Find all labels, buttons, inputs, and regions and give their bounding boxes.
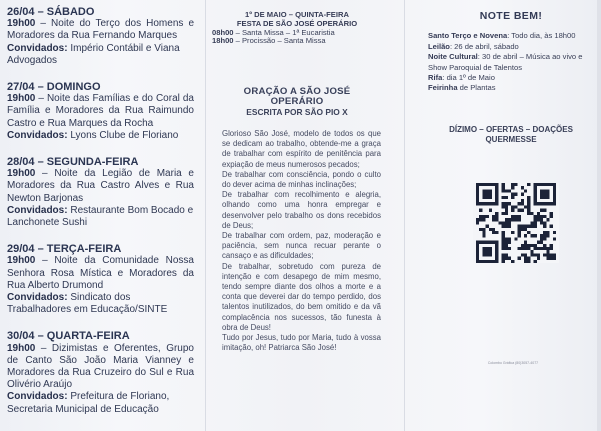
guests-text: Sindicato dos Trabalhadores em Educação/SINTE: [7, 292, 168, 316]
schedule-item: [212, 37, 382, 46]
event-time: 19h00: [7, 342, 36, 354]
prayer-body: [212, 129, 382, 353]
prayer-paragraph: De trabalhar com consciência, pondo o culto do dever acima de minhas inclinações;: [222, 169, 381, 189]
guests-label: Convidados:: [7, 391, 68, 403]
guests-label: Convidados:: [7, 129, 68, 141]
note-label: Leilão: [428, 41, 450, 51]
note-label: Santo Terço e Novena: [428, 31, 508, 41]
guests-text: Lyons Clube de Floriano: [67, 129, 179, 141]
prayer-paragraph: De trabalhar com ordem, paz, moderação e paciência, sem nunca recuar perante o cansaço e as dificuldades;: [222, 231, 381, 261]
event-heading: 29/04 – TERÇA-FEIRA: [7, 243, 122, 256]
note-label: Feirinha: [428, 83, 458, 93]
prayer-title-line: ORAÇÃO A SÃO JOSÉ: [243, 86, 351, 98]
note-text: de Plantas: [457, 83, 496, 93]
note-item: [428, 31, 592, 41]
note-item: [428, 52, 592, 73]
feast-title: FESTA DE SÃO JOSÉ OPERÁRIO: [236, 18, 358, 28]
event-heading: 28/04 – SEGUNDA-FEIRA: [7, 156, 139, 169]
note-item: [428, 42, 592, 52]
prayer-paragraph: De trabalhar com recolhimento e alegria, olhando como uma honra empregar e desenvolver pelo trabalho os dons recebidos de Deus;: [222, 190, 381, 230]
guests-label: Convidados:: [7, 292, 68, 304]
event-block: [7, 330, 194, 415]
notes-list: [418, 31, 598, 93]
event-time: 19h00: [7, 18, 36, 30]
event-description: [7, 93, 194, 130]
schedule-time: 18h00: [212, 36, 234, 46]
event-block: [7, 156, 194, 229]
event-block: [7, 81, 194, 142]
note-text: : 30 de abril – Música ao vivo e Show Paroquial de Talentos: [428, 52, 583, 72]
note-label: Rifa: [428, 73, 443, 83]
event-description: [7, 255, 194, 292]
event-guests: [7, 205, 194, 229]
prayer-title: [212, 87, 382, 107]
schedule-column: [0, 0, 200, 430]
schedule-text: – Procissão – Santa Missa: [233, 36, 326, 46]
donation-heading: [418, 125, 598, 145]
prayer-paragraph: Glorioso São José, modelo de todos os que se dedicam ao trabalho, obtende-me a graça de trabalhar com espírito de penitência para expiação de meus numerosos pecados;: [222, 128, 381, 169]
event-text: – Dizimistas e Oferentes, Grupo de Canto São João Maria Vianney e Moradores da Rua Cruzeiro do Sul e Rua Olivério Araújo: [7, 342, 194, 391]
event-guests: [7, 391, 194, 415]
feast-schedule: [212, 29, 382, 47]
guests-text: Restaurante Bom Bocado e Lanchonete Sushi: [7, 204, 194, 229]
event-description: [7, 168, 194, 205]
printer-credit: Colombo Gráfica (80)3057-4077: [487, 361, 539, 365]
donation-line: QUERMESSE: [485, 134, 537, 144]
event-text: – Noite das Famílias e do Coral da Família e Moradores da Rua Raimundo Castro e Rua Marques da Rocha: [7, 93, 194, 129]
guests-text: Império Contábil e Viana Advogados: [7, 42, 180, 66]
guests-label: Convidados:: [7, 42, 68, 54]
event-description: [7, 18, 194, 42]
event-block: [7, 243, 194, 316]
fold-line: [205, 0, 206, 431]
prayer-paragraph: Tudo por Jesus, tudo por Maria, tudo à vossa imitação, oh! Patriarca São José!: [222, 333, 381, 353]
event-time: 19h00: [7, 168, 36, 180]
prayer-paragraph: De trabalhar, sobretudo com pureza de intenção e com desapego de mim mesmo, tendo sempre diante dos olhos a morte e a conta que deverei dar do tempo perdido, dos talentos inutilizados, do bem omitido e da vã complacência nos sucessos, tão funesta à obra de Deus!: [222, 261, 381, 332]
guests-text: Prefeitura de Floriano, Secretaria Municipal de Educação: [7, 391, 170, 415]
qr-code[interactable]: [466, 183, 566, 263]
event-guests: [7, 43, 194, 67]
event-guests: [7, 292, 194, 316]
feast-date: 1º DE MAIO – QUINTA-FEIRA: [245, 10, 349, 19]
schedule-time: 08h00: [212, 27, 234, 37]
event-text: – Noite do Terço dos Homens e Moradores da Rua Fernando Marques: [7, 18, 194, 42]
note-text: : Todo dia, às 18h00: [507, 31, 576, 41]
event-time: 19h00: [7, 93, 36, 105]
note-item: [428, 83, 592, 93]
guests-label: Convidados:: [7, 204, 68, 216]
event-guests: [7, 130, 194, 142]
notes-title: NOTE BEM!: [479, 10, 543, 22]
note-text: : dia 1º de Maio: [442, 73, 495, 83]
event-block: [7, 6, 194, 67]
event-heading: 27/04 – DOMINGO: [7, 81, 101, 94]
event-heading: 26/04 – SÁBADO: [7, 6, 95, 18]
event-text: – Noite da Comunidade Nossa Senhora Rosa Mística e Moradores da Rua Alberto Drumond: [7, 255, 194, 291]
event-heading: 30/04 – QUARTA-FEIRA: [7, 330, 130, 343]
event-description: [7, 343, 194, 392]
donation-line: DÍZIMO – OFERTAS – DOAÇÕES: [449, 124, 573, 134]
note-text: : 26 de abril, sábado: [449, 41, 519, 51]
event-text: – Noite da Legião de Maria e Moradores da Rua Castro Alves e Rua Newton Barjonas: [7, 168, 194, 204]
prayer-title-line: OPERÁRIO: [270, 96, 324, 108]
prayer-subtitle: ESCRITA POR SÃO PIO X: [246, 107, 348, 118]
note-label: Noite Cultural: [428, 52, 478, 62]
note-item: [428, 73, 592, 83]
prayer-column: [212, 0, 382, 353]
schedule-text: – Santa Missa – 1ª Eucaristia: [233, 27, 335, 37]
notes-column: [418, 0, 598, 145]
fold-line: [404, 0, 405, 431]
event-time: 19h00: [7, 255, 36, 267]
